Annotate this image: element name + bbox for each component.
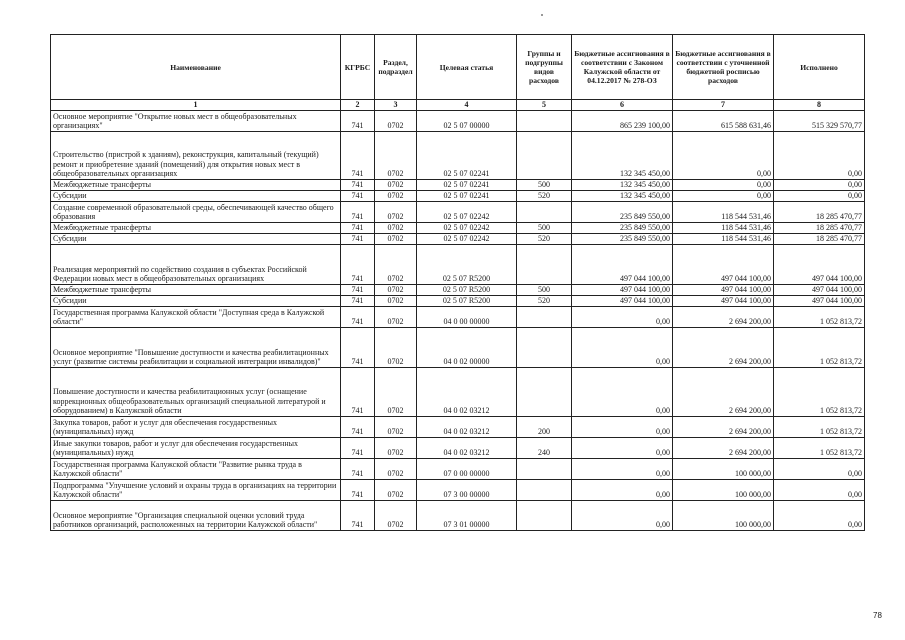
cell-executed-amount: 18 285 470,77 [774,202,865,223]
cell-law-amount: 497 044 100,00 [572,245,673,285]
cell-law-amount: 0,00 [572,368,673,417]
cell-expense-group: 200 [517,417,572,438]
cell-expense-group: 500 [517,285,572,296]
cell-expense-group [517,368,572,417]
cell-name: Межбюджетные трансферты [51,223,341,234]
cell-law-amount: 497 044 100,00 [572,296,673,307]
column-number: 8 [774,100,865,111]
header-executed: Исполнено [774,35,865,100]
cell-refined-amount: 100 000,00 [673,480,774,501]
budget-table [50,34,865,531]
cell-target: 07 0 00 00000 [417,459,517,480]
cell-section: 0702 [375,296,417,307]
cell-expense-group [517,307,572,328]
cell-refined-amount: 497 044 100,00 [673,285,774,296]
cell-name: Иные закупки товаров, работ и услуг для обеспечения государственных (муниципальных) нужд [51,438,341,459]
cell-kgrbs: 741 [341,328,375,368]
budget-sheet [50,34,864,531]
cell-expense-group [517,245,572,285]
cell-law-amount: 0,00 [572,307,673,328]
cell-law-amount: 132 345 450,00 [572,191,673,202]
cell-section: 0702 [375,245,417,285]
cell-target: 02 5 07 R5200 [417,285,517,296]
cell-section: 0702 [375,180,417,191]
table-row [51,234,865,245]
cell-name: Государственная программа Калужской области "Развитие рынка труда в Калужской области" [51,459,341,480]
cell-expense-group: 520 [517,191,572,202]
header-section: Раздел, подраздел [375,35,417,100]
cell-name: Подпрограмма "Улучшение условий и охраны труда в организациях на территории Калужской области" [51,480,341,501]
header-groups: Группы и подгруппы видов расходов [517,35,572,100]
cell-law-amount: 235 849 550,00 [572,202,673,223]
page-number: 78 [873,611,882,620]
cell-executed-amount: 1 052 813,72 [774,417,865,438]
table-row [51,180,865,191]
cell-name: Субсидии [51,191,341,202]
cell-kgrbs: 741 [341,234,375,245]
cell-name: Государственная программа Калужской области "Доступная среда в Калужской области" [51,307,341,328]
cell-target: 02 5 07 02241 [417,191,517,202]
cell-expense-group [517,459,572,480]
table-row [51,501,865,531]
table-row [51,296,865,307]
cell-target: 02 5 07 02241 [417,180,517,191]
cell-section: 0702 [375,438,417,459]
cell-target: 02 5 07 02242 [417,223,517,234]
table-row [51,285,865,296]
cell-executed-amount: 1 052 813,72 [774,438,865,459]
cell-executed-amount: 18 285 470,77 [774,223,865,234]
cell-name: Основное мероприятие "Открытие новых мест в общеобразовательных организациях" [51,111,341,132]
cell-kgrbs: 741 [341,191,375,202]
cell-section: 0702 [375,459,417,480]
cell-refined-amount: 2 694 200,00 [673,368,774,417]
cell-name: Основное мероприятие "Организация специальной оценки условий труда работников организаций, расположенных на территории Калужской области" [51,501,341,531]
cell-law-amount: 235 849 550,00 [572,223,673,234]
cell-kgrbs: 741 [341,132,375,180]
cell-refined-amount: 497 044 100,00 [673,296,774,307]
cell-expense-group: 520 [517,296,572,307]
cell-executed-amount: 1 052 813,72 [774,307,865,328]
cell-expense-group: 240 [517,438,572,459]
cell-target: 04 0 02 03212 [417,438,517,459]
header-refined: Бюджетные ассигнования в соответствии с уточненной бюджетной росписью расходов [673,35,774,100]
cell-refined-amount: 2 694 200,00 [673,417,774,438]
scan-speck [541,14,543,16]
cell-kgrbs: 741 [341,111,375,132]
cell-kgrbs: 741 [341,202,375,223]
cell-law-amount: 235 849 550,00 [572,234,673,245]
cell-executed-amount: 1 052 813,72 [774,328,865,368]
cell-kgrbs: 741 [341,459,375,480]
cell-kgrbs: 741 [341,245,375,285]
cell-name: Строительство (пристрой к зданиям), реконструкция, капитальный (текущий) ремонт и приобретение зданий (помещений) для открытия новых мест в общеобразовательных организациях [51,132,341,180]
cell-kgrbs: 741 [341,480,375,501]
cell-law-amount: 132 345 450,00 [572,132,673,180]
cell-kgrbs: 741 [341,368,375,417]
table-row [51,191,865,202]
cell-name: Создание современной образовательной среды, обеспечивающей качество общего образования [51,202,341,223]
cell-refined-amount: 0,00 [673,180,774,191]
cell-refined-amount: 118 544 531,46 [673,223,774,234]
table-row [51,245,865,285]
column-number: 4 [417,100,517,111]
cell-refined-amount: 2 694 200,00 [673,328,774,368]
cell-law-amount: 865 239 100,00 [572,111,673,132]
table-row [51,438,865,459]
cell-refined-amount: 615 588 631,46 [673,111,774,132]
cell-name: Субсидии [51,296,341,307]
cell-name: Повышение доступности и качества реабилитационных услуг (оснащение коррекционных общеобразовательных организаций специальной литературой и оборудованием) в Калужской области [51,368,341,417]
table-row [51,223,865,234]
cell-name: Основное мероприятие "Повышение доступности и качества реабилитационных услуг (развитие системы реабилитации и социальной интеграции инвалидов)" [51,328,341,368]
cell-expense-group [517,132,572,180]
cell-expense-group: 500 [517,180,572,191]
cell-refined-amount: 0,00 [673,191,774,202]
cell-section: 0702 [375,328,417,368]
cell-refined-amount: 100 000,00 [673,459,774,480]
header-kgrbs: КГРБС [341,35,375,100]
cell-kgrbs: 741 [341,438,375,459]
table-row [51,307,865,328]
cell-section: 0702 [375,111,417,132]
cell-name: Реализация мероприятий по содействию создания в субъектах Российской Федерации новых мест в общеобразовательных организациях [51,245,341,285]
cell-target: 04 0 00 00000 [417,307,517,328]
cell-law-amount: 0,00 [572,328,673,368]
cell-expense-group: 500 [517,223,572,234]
cell-section: 0702 [375,191,417,202]
table-row [51,417,865,438]
cell-executed-amount: 0,00 [774,480,865,501]
cell-section: 0702 [375,202,417,223]
cell-target: 04 0 02 03212 [417,368,517,417]
column-number: 3 [375,100,417,111]
column-number: 2 [341,100,375,111]
column-number: 1 [51,100,341,111]
cell-target: 02 5 07 R5200 [417,245,517,285]
cell-expense-group [517,328,572,368]
cell-section: 0702 [375,285,417,296]
cell-refined-amount: 118 544 531,46 [673,202,774,223]
cell-refined-amount: 497 044 100,00 [673,245,774,285]
cell-section: 0702 [375,223,417,234]
cell-target: 02 5 07 00000 [417,111,517,132]
cell-law-amount: 0,00 [572,501,673,531]
cell-kgrbs: 741 [341,223,375,234]
column-number: 7 [673,100,774,111]
cell-refined-amount: 100 000,00 [673,501,774,531]
cell-law-amount: 497 044 100,00 [572,285,673,296]
cell-executed-amount: 0,00 [774,191,865,202]
header-name: Наименование [51,35,341,100]
cell-section: 0702 [375,480,417,501]
cell-executed-amount: 1 052 813,72 [774,368,865,417]
cell-name: Межбюджетные трансферты [51,180,341,191]
cell-kgrbs: 741 [341,417,375,438]
cell-kgrbs: 741 [341,296,375,307]
column-number: 5 [517,100,572,111]
table-row [51,111,865,132]
header-row [51,35,865,100]
cell-target: 04 0 02 00000 [417,328,517,368]
cell-kgrbs: 741 [341,307,375,328]
cell-executed-amount: 497 044 100,00 [774,296,865,307]
cell-executed-amount: 18 285 470,77 [774,234,865,245]
cell-name: Межбюджетные трансферты [51,285,341,296]
header-law: Бюджетные ассигнования в соответствии с Законом Калужской области от 04.12.2017 № 278-ОЗ [572,35,673,100]
cell-law-amount: 132 345 450,00 [572,180,673,191]
cell-section: 0702 [375,501,417,531]
cell-law-amount: 0,00 [572,480,673,501]
cell-section: 0702 [375,368,417,417]
header-target: Целевая статья [417,35,517,100]
cell-expense-group [517,480,572,501]
table-body [51,111,865,531]
table-row [51,459,865,480]
cell-name: Субсидии [51,234,341,245]
cell-name: Закупка товаров, работ и услуг для обеспечения государственных (муниципальных) нужд [51,417,341,438]
cell-law-amount: 0,00 [572,459,673,480]
table-row [51,480,865,501]
cell-executed-amount: 0,00 [774,132,865,180]
cell-kgrbs: 741 [341,501,375,531]
cell-executed-amount: 0,00 [774,459,865,480]
cell-section: 0702 [375,234,417,245]
cell-law-amount: 0,00 [572,438,673,459]
cell-section: 0702 [375,132,417,180]
cell-refined-amount: 118 544 531,46 [673,234,774,245]
cell-law-amount: 0,00 [572,417,673,438]
cell-expense-group: 520 [517,234,572,245]
cell-kgrbs: 741 [341,285,375,296]
table-row [51,132,865,180]
column-number-row [51,100,865,111]
table-row [51,202,865,223]
cell-expense-group [517,202,572,223]
table-row [51,328,865,368]
table-row [51,368,865,417]
cell-executed-amount: 0,00 [774,501,865,531]
cell-target: 02 5 07 02241 [417,132,517,180]
cell-target: 02 5 07 02242 [417,234,517,245]
cell-section: 0702 [375,417,417,438]
cell-executed-amount: 497 044 100,00 [774,285,865,296]
cell-kgrbs: 741 [341,180,375,191]
cell-executed-amount: 0,00 [774,180,865,191]
cell-target: 07 3 01 00000 [417,501,517,531]
cell-target: 02 5 07 R5200 [417,296,517,307]
cell-expense-group [517,111,572,132]
cell-refined-amount: 2 694 200,00 [673,438,774,459]
cell-refined-amount: 2 694 200,00 [673,307,774,328]
cell-refined-amount: 0,00 [673,132,774,180]
cell-target: 04 0 02 03212 [417,417,517,438]
column-number: 6 [572,100,673,111]
cell-executed-amount: 497 044 100,00 [774,245,865,285]
cell-expense-group [517,501,572,531]
cell-target: 02 5 07 02242 [417,202,517,223]
cell-target: 07 3 00 00000 [417,480,517,501]
cell-executed-amount: 515 329 570,77 [774,111,865,132]
cell-section: 0702 [375,307,417,328]
